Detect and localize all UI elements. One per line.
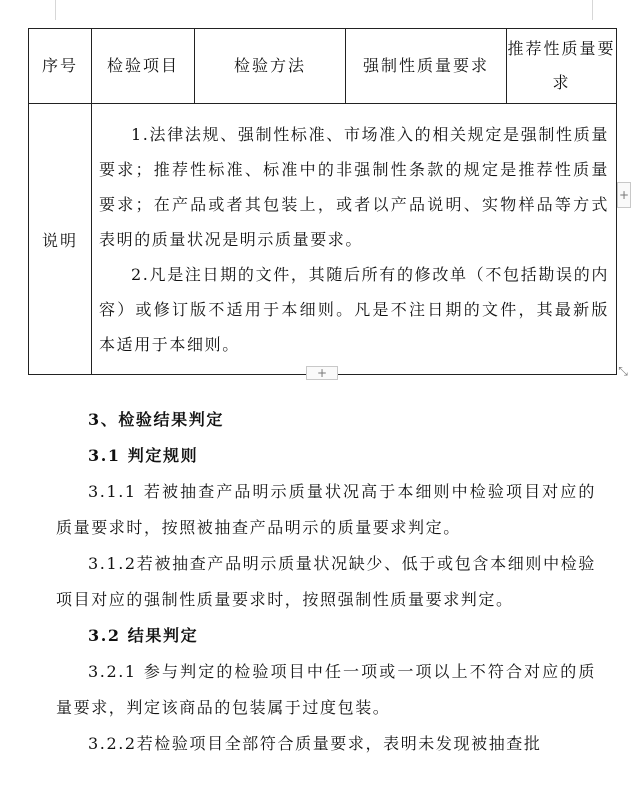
inspection-table [28,28,617,375]
table-header-row [29,29,617,104]
note-paragraph-2: 2.凡是注日期的文件，其随后所有的修改单（不包括勘误的内容）或修订版不适用于本细则。凡是不注日期的文件，其最新版本适用于本细则。 [99,264,609,354]
header-cell-item[interactable]: 检验项目 [92,29,195,104]
add-column-handle[interactable]: + [617,182,631,208]
rule-3-1-2: 3.1.2若被抽查产品明示质量状况缺少、低于或包含本细则中检验项目对应的强制性质量要求时，按照强制性质量要求判定。 [56,554,596,609]
subsection-title-rules: 3.1 判定规则 [88,446,199,465]
note-label-cell[interactable]: 说明 [29,104,92,375]
header-cell-index[interactable]: 序号 [29,29,92,104]
section-title: 3、检验结果判定 [88,410,224,429]
page-margin-guide-left [55,0,56,20]
header-cell-recommended[interactable]: 推荐性质量要求 [507,29,617,104]
judgment-section [56,402,596,762]
rule-3-2-2: 3.2.2若检验项目全部符合质量要求，表明未发现被抽查批 [88,734,542,753]
rule-3-1-1: 3.1.1 若被抽查产品明示质量状况高于本细则中检验项目对应的质量要求时，按照被抽查产品明示的质量要求判定。 [56,482,596,537]
note-paragraph-1: 1.法律法规、强制性标准、市场准入的相关规定是强制性质量要求；推荐性标准、标准中的非强制性条款的规定是推荐性质量要求；在产品或者其包装上，或者以产品说明、实物样品等方式表明的质量状况是明示质量要求。 [99,124,609,249]
note-body-cell[interactable] [92,104,617,375]
subsection-title-results: 3.2 结果判定 [88,626,199,645]
table-resize-handle[interactable]: ⤡ [618,364,628,378]
page-margin-guide-right [592,0,593,20]
header-cell-mandatory[interactable]: 强制性质量要求 [346,29,507,104]
add-row-handle[interactable]: + [306,366,338,380]
header-cell-method[interactable]: 检验方法 [195,29,346,104]
table-note-row [29,104,617,375]
rule-3-2-1: 3.2.1 参与判定的检验项目中任一项或一项以上不符合对应的质量要求，判定该商品的包装属于过度包装。 [56,662,596,717]
